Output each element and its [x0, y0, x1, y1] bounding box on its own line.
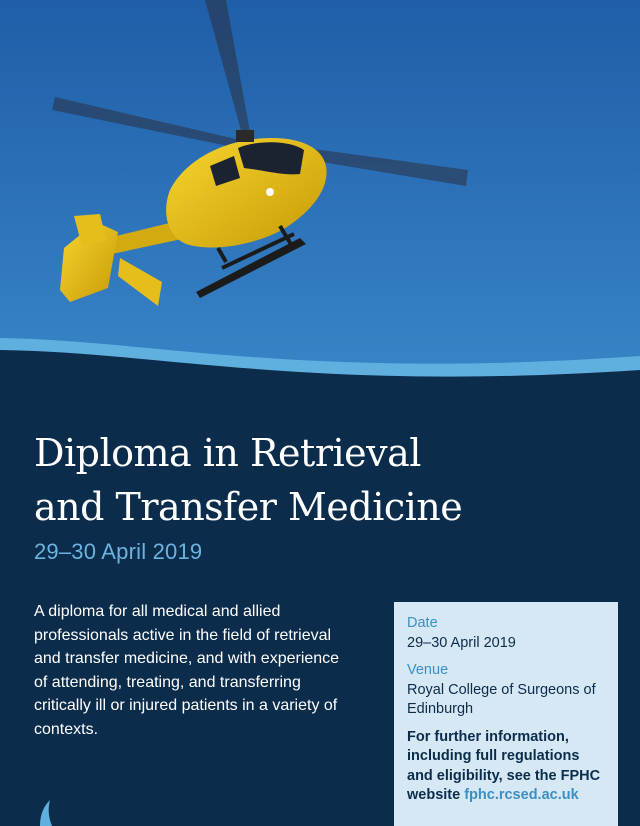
helicopter-image [0, 0, 640, 400]
intro-text: A diploma for all medical and allied professionals active in the field of retrieval and transfer medicine, and with experience of attending, treating, and transferring critically ill or injured patients in a variety of contexts. [34, 603, 340, 738]
date-label: Date [407, 615, 438, 631]
venue-value: Royal College of Surgeons of Edinburgh [407, 681, 596, 717]
info-box [394, 602, 618, 826]
more-info-text [407, 728, 605, 806]
event-date: 29–30 April 2019 [34, 539, 203, 564]
title-line-2: and Transfer Medicine [34, 485, 463, 529]
more-info-copy: For further information, including full regulations and eligibility, see the FPHC website [407, 728, 601, 803]
venue-label: Venue [407, 662, 449, 678]
date-value: 29–30 April 2019 [407, 634, 516, 651]
website-link[interactable]: fphc.rcsed.ac.uk [464, 787, 579, 803]
title-line-1: Diploma in Retrieval [34, 431, 421, 475]
hero-photo [0, 0, 640, 400]
logo-mark-icon [36, 800, 58, 826]
page-title [34, 426, 614, 534]
